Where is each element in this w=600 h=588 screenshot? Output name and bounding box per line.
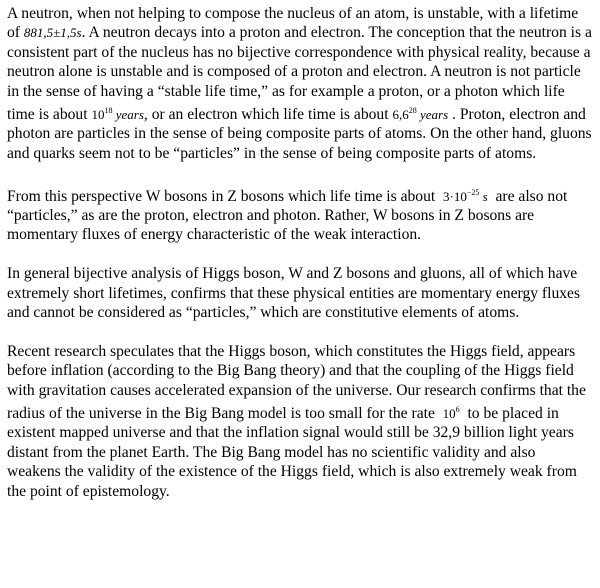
neutron-lifetime-formula: 881,5±1,5s xyxy=(23,25,82,41)
electron-lifetime-exponent: 28 xyxy=(408,106,417,116)
photon-lifetime-unit: years xyxy=(115,107,144,123)
p1-text-2: . A neutron decays into a proton and electron. The conception that the neutron is a consistent part of the nucleus has no bijective correspondence with physical reality, because a neutron alone is unstable and is composed of a proton and electron. A neutron is not particle in the sense of having a “stable life time,” as for example a proton, or a photon which life time is about xyxy=(7,24,592,124)
paragraph-higgs-field xyxy=(7,342,592,501)
p3-text: In general bijective analysis of Higgs boson, W and Z bosons and gluons, all of which have extremely short lifetimes, confirms that these physical entities are momentary energy fluxes and cannot be considered as “particles,” which are constitutive elements of atoms. xyxy=(7,265,581,322)
rate-exponent: 6 xyxy=(455,405,460,415)
photon-lifetime-base: 10 xyxy=(91,107,105,123)
paragraph-neutron xyxy=(7,4,592,163)
p2-text-2: are also not “particles,” as are the proton, electron and photon. Rather, W bosons in Z bosons are momentary fluxes of energy characteristic of the weak interaction. xyxy=(7,187,568,244)
electron-lifetime-unit: years xyxy=(419,107,449,123)
p4-text-1: Recent research speculates that the Higgs boson, which constitutes the Higgs field, appears before inflation (according to the Big Bang theory) and that the coupling of the Higgs field with gravitation causes accelerated expansion of the universe. Our research confirms that the radius of the universe in the Big Bang model is too small for the rate xyxy=(7,342,586,423)
paragraph-bijective-analysis xyxy=(7,264,592,322)
boson-lifetime-unit: s xyxy=(482,188,488,204)
p1-text-1: A neutron, when not helping to compose the nucleus of an atom, is unstable, with a lifetime of xyxy=(7,5,579,42)
photon-lifetime-formula xyxy=(91,107,143,122)
paragraph-bosons xyxy=(7,183,592,245)
electron-lifetime-base: 6,6 xyxy=(392,107,409,123)
p1-text-3: , or an electron which life time is about xyxy=(143,106,389,124)
p4-text-2: to be placed in existent mapped universe and that the inflation signal would still be 32,9 billion light years distant from the planet Earth. The Big Bang model has no scientific validity and also weakens the validity of the existence of the Higgs field, which is also extremely weak from the point of epistemology. xyxy=(7,405,577,500)
photon-lifetime-exponent: 18 xyxy=(104,106,113,116)
rate-base: 10 xyxy=(442,406,456,422)
boson-lifetime-base: 3·10 xyxy=(443,188,467,204)
electron-lifetime-formula xyxy=(392,107,448,122)
boson-lifetime-formula xyxy=(443,189,488,204)
p1-text-4: . Proton, electron and photon are particles in the sense of being composite parts of atoms. On the other hand, gluons and quarks seem not to be “particles” in the sense of being composite parts of atoms. xyxy=(7,106,592,162)
rate-formula xyxy=(443,406,460,421)
boson-lifetime-exponent: −25 xyxy=(466,187,480,197)
p2-text-1: From this perspective W bosons in Z bosons which life time is about xyxy=(7,187,436,205)
